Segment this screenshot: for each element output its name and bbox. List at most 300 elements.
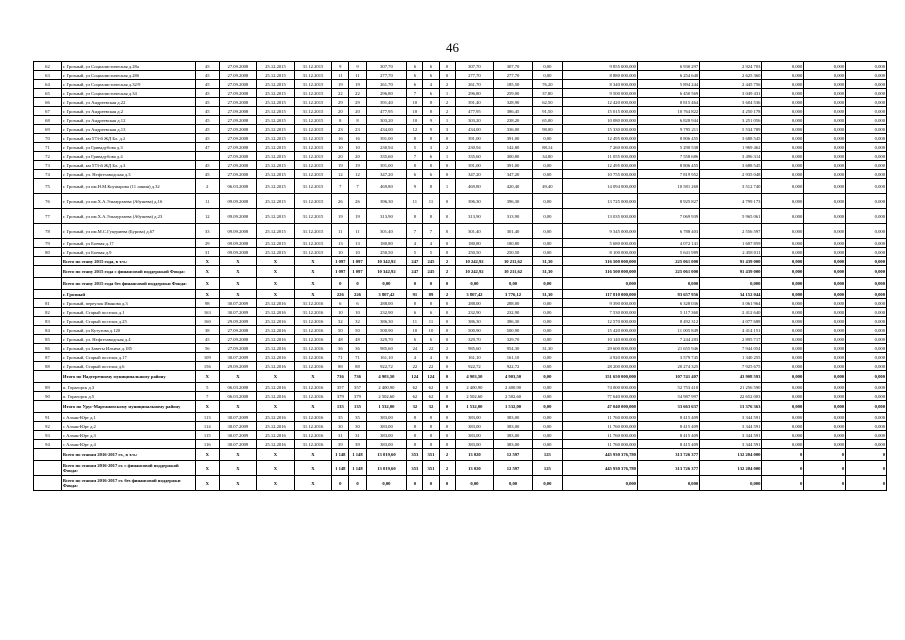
table-cell: X (219, 371, 257, 383)
table-cell: 11 (332, 224, 349, 239)
table-cell: 0,000 (846, 335, 887, 344)
table-cell: 31.12.2015 (294, 152, 332, 161)
table-cell: 37,80 (532, 89, 562, 98)
table-cell: 383,00 (455, 422, 494, 431)
table-cell: 383,00 (494, 440, 533, 449)
table-cell: 353 (407, 449, 423, 461)
table-cell: 09.09.2008 (219, 194, 257, 209)
table-cell: 30.07.2009 (219, 308, 257, 317)
table-cell: 5 534 789 (700, 125, 762, 134)
table-cell: 25.12.2016 (257, 317, 295, 326)
table-cell: 313,90 (455, 209, 494, 224)
table-cell: X (219, 266, 257, 278)
table-cell: 0 (762, 449, 804, 461)
table-cell: 48 (332, 335, 349, 344)
table-cell: 7 944 054 (700, 344, 762, 353)
table-cell: 3 344 591 (700, 413, 762, 422)
table-cell: 13 (349, 239, 366, 248)
table-cell: 9 795 211 (637, 125, 699, 134)
table-cell: 6 828 944 (637, 116, 699, 125)
table-cell: 10 342,92 (366, 257, 407, 266)
table-cell: 5 117 360 (637, 308, 699, 317)
table-cell: 0 (439, 209, 455, 224)
table-cell: 10 (349, 308, 366, 317)
table-cell: 0,000 (846, 194, 887, 209)
table-cell: 7 819 952 (637, 170, 699, 179)
table-cell: 29 (196, 239, 220, 248)
table-cell: 336,00 (494, 125, 533, 134)
table-cell: 91,50 (532, 107, 562, 116)
table-cell: 25.12.2015 (257, 152, 295, 161)
table-cell: 124 (423, 371, 439, 383)
table-cell: 8 (407, 440, 423, 449)
table-cell: 0,00 (532, 308, 562, 317)
table-cell: 0,000 (762, 353, 804, 362)
table-cell: 25.12.2016 (257, 344, 295, 353)
table-cell: 80 (34, 248, 62, 257)
table-cell: 0 (762, 476, 804, 491)
table-cell: 31.12.2015 (294, 143, 332, 152)
table-cell: 22 (349, 89, 366, 98)
table-cell: 25.12.2016 (257, 392, 295, 401)
table-row (34, 80, 887, 89)
table-cell: 922,72 (494, 362, 533, 371)
table-cell: 0,00 (532, 422, 562, 431)
table-cell: 0,00 (532, 401, 562, 413)
table-cell: 0,00 (532, 326, 562, 335)
table-cell: 10 581 260 (637, 179, 699, 194)
table-cell: 1 097 (349, 266, 366, 278)
table-cell: 27.09.2008 (219, 170, 257, 179)
table-cell: 25.12.2016 (257, 413, 295, 422)
address-cell: г. Грозный, ул Боевая д.9 (61, 248, 195, 257)
table-cell: 31,30 (532, 290, 562, 299)
table-cell: 76 (34, 194, 62, 209)
table-cell: 31.12.2015 (294, 239, 332, 248)
table-cell: X (257, 371, 295, 383)
table-row (34, 239, 887, 248)
table-cell: 31 (332, 431, 349, 440)
table-cell: 0 (439, 476, 455, 491)
table-cell: 8 340 000,000 (562, 80, 637, 89)
table-cell: 247 (407, 266, 423, 278)
table-cell: X (294, 401, 332, 413)
table-cell: 0,000 (846, 290, 887, 299)
table-cell: 386,30 (366, 317, 407, 326)
table-cell: X (257, 449, 295, 461)
table-cell: 74 (34, 170, 62, 179)
table-cell: 1 532,00 (366, 401, 407, 413)
table-cell: 10 211,62 (494, 257, 533, 266)
table-cell: 13 020 (455, 449, 494, 461)
table-cell: 8 (423, 431, 439, 440)
table-cell: 50 (332, 326, 349, 335)
table-cell: 27.09.2008 (219, 80, 257, 89)
table-cell: 500,90 (366, 326, 407, 335)
table-cell: 31.12.2015 (294, 89, 332, 98)
table-cell: 30.07.2009 (219, 413, 257, 422)
table-cell: 180,80 (494, 239, 533, 248)
table-cell: 30.07.2009 (219, 299, 257, 308)
table-cell: 226 (349, 290, 366, 299)
table-cell: 25.12.2016 (257, 440, 295, 449)
table-cell: 25.12.2015 (257, 209, 295, 224)
table-row (34, 431, 887, 440)
table-cell: 10 (332, 308, 349, 317)
table-cell: X (294, 371, 332, 383)
table-cell: 0,000 (804, 362, 846, 371)
table-cell: 0,000 (804, 335, 846, 344)
table-cell: 469,80 (455, 179, 494, 194)
table-cell: 27.09.2008 (219, 116, 257, 125)
table-cell: 10 242,92 (455, 266, 494, 278)
address-cell: с Алхан-Юрт д.3 (61, 431, 195, 440)
table-cell: 0,000 (804, 224, 846, 239)
table-cell: 347,20 (455, 170, 494, 179)
table-cell: 3 061 964 (700, 299, 762, 308)
table-cell: 0,000 (804, 248, 846, 257)
table-cell: 9 390 000,000 (562, 299, 637, 308)
table-cell: 736 (349, 371, 366, 383)
table-cell: 09.09.2008 (219, 248, 257, 257)
address-cell: г. Грозный (61, 290, 195, 299)
table-cell: 5 965 061 (700, 209, 762, 224)
table-cell: 288,00 (366, 299, 407, 308)
table-cell: 2 (439, 266, 455, 278)
table-cell: 135 (349, 401, 366, 413)
table-cell: 6 (332, 299, 349, 308)
table-cell: 4 903,50 (455, 371, 494, 383)
table-cell: 7 (349, 179, 366, 194)
table-cell: 250,50 (494, 248, 533, 257)
table-cell: 25.12.2015 (257, 239, 295, 248)
table-cell: 27.09.2008 (219, 161, 257, 170)
table-cell: 0 (439, 326, 455, 335)
table-cell: 31.12.2016 (294, 299, 332, 308)
table-cell: X (257, 290, 295, 299)
table-cell: 0,00 (455, 278, 494, 290)
table-cell: 0,000 (846, 134, 887, 143)
table-cell: 0,000 (762, 317, 804, 326)
table-cell: 11 (423, 194, 439, 209)
table-cell: 8 415 409 (637, 440, 699, 449)
table-cell: 9 855 000,000 (562, 62, 637, 71)
table-cell: 0,00 (494, 476, 533, 491)
table-cell: 67 (34, 107, 62, 116)
table-cell: 10 (349, 248, 366, 257)
table-cell: 0,000 (846, 299, 887, 308)
table-cell: 9 (423, 125, 439, 134)
table-cell: 357 (332, 383, 349, 392)
table-cell: 232,90 (366, 308, 407, 317)
table-cell: X (196, 461, 220, 476)
table-cell: 0,000 (846, 170, 887, 179)
table-cell: 2 (439, 461, 455, 476)
table-cell: 2 (439, 344, 455, 353)
table-cell: 0,000 (804, 401, 846, 413)
table-cell: 35 (349, 413, 366, 422)
table-cell: 9 (407, 179, 423, 194)
table-cell: 91 (34, 413, 62, 422)
table-cell: 391,00 (494, 134, 533, 143)
table-cell: 6 (407, 62, 423, 71)
table-cell (34, 461, 62, 476)
table-cell: 31.12.2016 (294, 383, 332, 392)
table-cell: 0,000 (804, 440, 846, 449)
table-cell: 0,000 (762, 98, 804, 107)
table-cell: 4 (423, 80, 439, 89)
table-cell: 1 532,00 (455, 401, 494, 413)
table-cell: 277,70 (366, 71, 407, 80)
address-cell: г. Грозный, ул им.Х.А.Эльмурзаева (Абушева) д.16 (61, 194, 195, 209)
table-cell: 0,000 (762, 89, 804, 98)
table-row (34, 353, 887, 362)
table-cell: 0,000 (846, 62, 887, 71)
table-cell: 25.12.2016 (257, 362, 295, 371)
table-cell: 0 (439, 278, 455, 290)
table-cell: 38 (196, 326, 220, 335)
table-cell (34, 257, 62, 266)
table-cell: 329,70 (366, 335, 407, 344)
table-cell: 0,000 (762, 194, 804, 209)
table-cell: 09.09.2008 (219, 209, 257, 224)
table-row (34, 326, 887, 335)
table-cell: 1 607 859 (700, 239, 762, 248)
table-cell: 383,00 (455, 413, 494, 422)
table-cell: 7 (423, 224, 439, 239)
table-cell: 6 (423, 89, 439, 98)
table-cell: 245 (423, 266, 439, 278)
table-cell: 0,00 (532, 476, 562, 491)
table-cell: 277,70 (455, 71, 494, 80)
table-cell: 4 903,50 (366, 371, 407, 383)
table-cell: 0,000 (762, 299, 804, 308)
total-row (34, 266, 887, 278)
table-cell: 1 148 (332, 449, 349, 461)
table-cell: 0,000 (846, 125, 887, 134)
table-cell: 261,70 (455, 80, 494, 89)
table-cell: 0,000 (562, 476, 637, 491)
table-cell: 6 (407, 71, 423, 80)
table-row (34, 317, 887, 326)
table-cell: 8 (407, 161, 423, 170)
table-cell: 62,50 (532, 98, 562, 107)
total-row (34, 290, 887, 299)
table-cell: 7 (407, 224, 423, 239)
address-cell: г. Грозный, Старый поселок д.25 (61, 317, 195, 326)
table-cell: 19 (332, 209, 349, 224)
table-cell: 98 (196, 299, 220, 308)
table-cell: 45 (196, 125, 220, 134)
address-cell: г. Грозный, ул Боевая д.17 (61, 239, 195, 248)
table-cell: X (196, 371, 220, 383)
table-cell: 0,00 (532, 194, 562, 209)
table-cell: 89 (423, 290, 439, 299)
table-cell: 31.12.2015 (294, 161, 332, 170)
table-cell: 45 (196, 161, 220, 170)
table-cell: 45 (196, 116, 220, 125)
table-row (34, 308, 887, 317)
table-cell: 10 (349, 143, 366, 152)
table-cell: 2 (439, 449, 455, 461)
table-cell: 238,20 (494, 116, 533, 125)
table-cell: 0 (846, 449, 887, 461)
table-cell: X (219, 461, 257, 476)
table-cell: 922,72 (455, 362, 494, 371)
table-cell: 3 344 591 (700, 440, 762, 449)
table-cell: 11 (349, 224, 366, 239)
table-cell: 10 342,92 (366, 266, 407, 278)
table-cell: 3 049 431 (700, 89, 762, 98)
address-cell: г. Грозный, ул Гривадубова д.3 (61, 143, 195, 152)
table-cell: 45 (196, 80, 220, 89)
table-cell: 0,00 (532, 440, 562, 449)
page-number: 46 (446, 40, 459, 55)
table-cell: 0,00 (532, 383, 562, 392)
table-cell: 10 (407, 326, 423, 335)
table-cell: 0,000 (846, 266, 887, 278)
table-cell: 1 340 255 (700, 353, 762, 362)
table-cell: 11 760 000,000 (562, 422, 637, 431)
address-cell: г. Грозный, ул Социалистическая д.28б (61, 71, 195, 80)
table-cell: 19 (332, 161, 349, 170)
table-cell: 8 492 312 (637, 317, 699, 326)
table-cell: 259,00 (494, 89, 533, 98)
table-cell: 357 (349, 383, 366, 392)
table-cell: 0 (407, 476, 423, 491)
table-cell: 45 (196, 62, 220, 71)
table-cell: 500,90 (455, 326, 494, 335)
table-cell: 31,30 (532, 266, 562, 278)
address-cell: г. Грозный, ул им.Н.М.Коушарова (11 линия) д.32 (61, 179, 195, 194)
table-cell: 27.09.2008 (219, 89, 257, 98)
table-cell: 8 (407, 299, 423, 308)
table-cell: 161,10 (494, 353, 533, 362)
table-cell (34, 278, 62, 290)
table-cell: 391,00 (366, 134, 407, 143)
table-cell: 25.12.2016 (257, 422, 295, 431)
table-cell: 27.09.2008 (219, 71, 257, 80)
table-cell: 0,000 (804, 80, 846, 89)
table-cell: 25.12.2016 (257, 308, 295, 317)
table-cell: 31.12.2015 (294, 134, 332, 143)
table-cell: 20 (349, 152, 366, 161)
table-cell: 113 (196, 413, 220, 422)
table-cell: 0,000 (846, 71, 887, 80)
table-cell: 25.12.2016 (257, 299, 295, 308)
table-cell: 1 969 462 (700, 143, 762, 152)
table-cell: 8 (407, 422, 423, 431)
table-cell: 31.12.2015 (294, 107, 332, 116)
table-cell: 4 (407, 239, 423, 248)
table-cell: 10 (407, 116, 423, 125)
table-cell: 45 (196, 134, 220, 143)
table-cell: 0 (439, 248, 455, 257)
table-cell: 396,30 (366, 194, 407, 209)
table-cell (196, 152, 220, 161)
table-cell: 7 244 283 (637, 335, 699, 344)
address-cell: с Алхан-Юрт д.2 (61, 422, 195, 431)
table-cell: 985,60 (455, 344, 494, 353)
table-cell: 25.12.2015 (257, 89, 295, 98)
table-cell: 91 439 000 (700, 257, 762, 266)
table-cell: 2 458 011 (700, 248, 762, 257)
table-cell: 0,000 (846, 116, 887, 125)
table-row (34, 299, 887, 308)
table-cell: 351 (423, 449, 439, 461)
table-cell: 3 251 056 (700, 116, 762, 125)
table-cell: 391,00 (455, 134, 494, 143)
table-cell: 161,10 (366, 353, 407, 362)
table-cell: 98,00 (532, 125, 562, 134)
table-cell: 0,000 (804, 371, 846, 383)
table-cell: 45 (196, 98, 220, 107)
table-cell: 12 570 000,000 (562, 317, 637, 326)
table-cell: 49,40 (532, 179, 562, 194)
table-cell: 124 (407, 371, 423, 383)
table-cell: 11 760 000,000 (562, 431, 637, 440)
table-cell: 0,00 (532, 161, 562, 170)
table-cell: 954,30 (494, 344, 533, 353)
table-cell: 386,30 (455, 317, 494, 326)
table-cell: 5 641 989 (637, 248, 699, 257)
table-cell: 117 810 000,000 (562, 290, 637, 299)
table-cell: 8 415 409 (637, 422, 699, 431)
table-cell: 0 (439, 170, 455, 179)
table-cell: 3 688 545 (700, 134, 762, 143)
table-cell: 25.12.2015 (257, 71, 295, 80)
table-cell: 6 930 297 (637, 62, 699, 71)
table-cell: 4 799 173 (700, 194, 762, 209)
table-cell: 0,000 (804, 194, 846, 209)
table-cell: 0 (439, 383, 455, 392)
table-cell: 391,40 (366, 98, 407, 107)
table-cell: 383,00 (366, 422, 407, 431)
table-cell: 0 (846, 461, 887, 476)
table-cell: 0 (439, 413, 455, 422)
table-cell: 13 019,60 (366, 461, 407, 476)
table-cell: 8 806 455 (637, 134, 699, 143)
address-cell: г. Грозный, переулок Иванова д.3 (61, 299, 195, 308)
table-cell: 0,000 (762, 335, 804, 344)
table-cell: 39 (349, 440, 366, 449)
table-cell: 0 (423, 278, 439, 290)
table-cell: 9 500 000,000 (562, 89, 637, 98)
table-cell: 25.12.2015 (257, 98, 295, 107)
table-cell: 31.12.2015 (294, 224, 332, 239)
table-cell: 0,000 (762, 152, 804, 161)
table-cell: 0 (332, 278, 349, 290)
table-cell: 0 (439, 335, 455, 344)
table-cell: 261,70 (366, 80, 407, 89)
table-cell: 115 (196, 431, 220, 440)
table-cell: 22 (332, 89, 349, 98)
table-cell: 93 (34, 431, 62, 440)
table-cell: 0,000 (846, 344, 887, 353)
table-cell: 72 (34, 152, 62, 161)
table-cell: 8 925 827 (637, 194, 699, 209)
table-cell: 156 (196, 362, 220, 371)
table-cell: 0,00 (532, 224, 562, 239)
table-cell: 11 (407, 317, 423, 326)
table-cell: 296,80 (455, 89, 494, 98)
table-cell: 2 400,90 (455, 383, 494, 392)
table-cell: 313,90 (366, 209, 407, 224)
table-cell: 335,60 (455, 152, 494, 161)
table-cell: 23 (349, 125, 366, 134)
table-cell: 0,000 (846, 278, 887, 290)
table-cell: 383,00 (494, 431, 533, 440)
